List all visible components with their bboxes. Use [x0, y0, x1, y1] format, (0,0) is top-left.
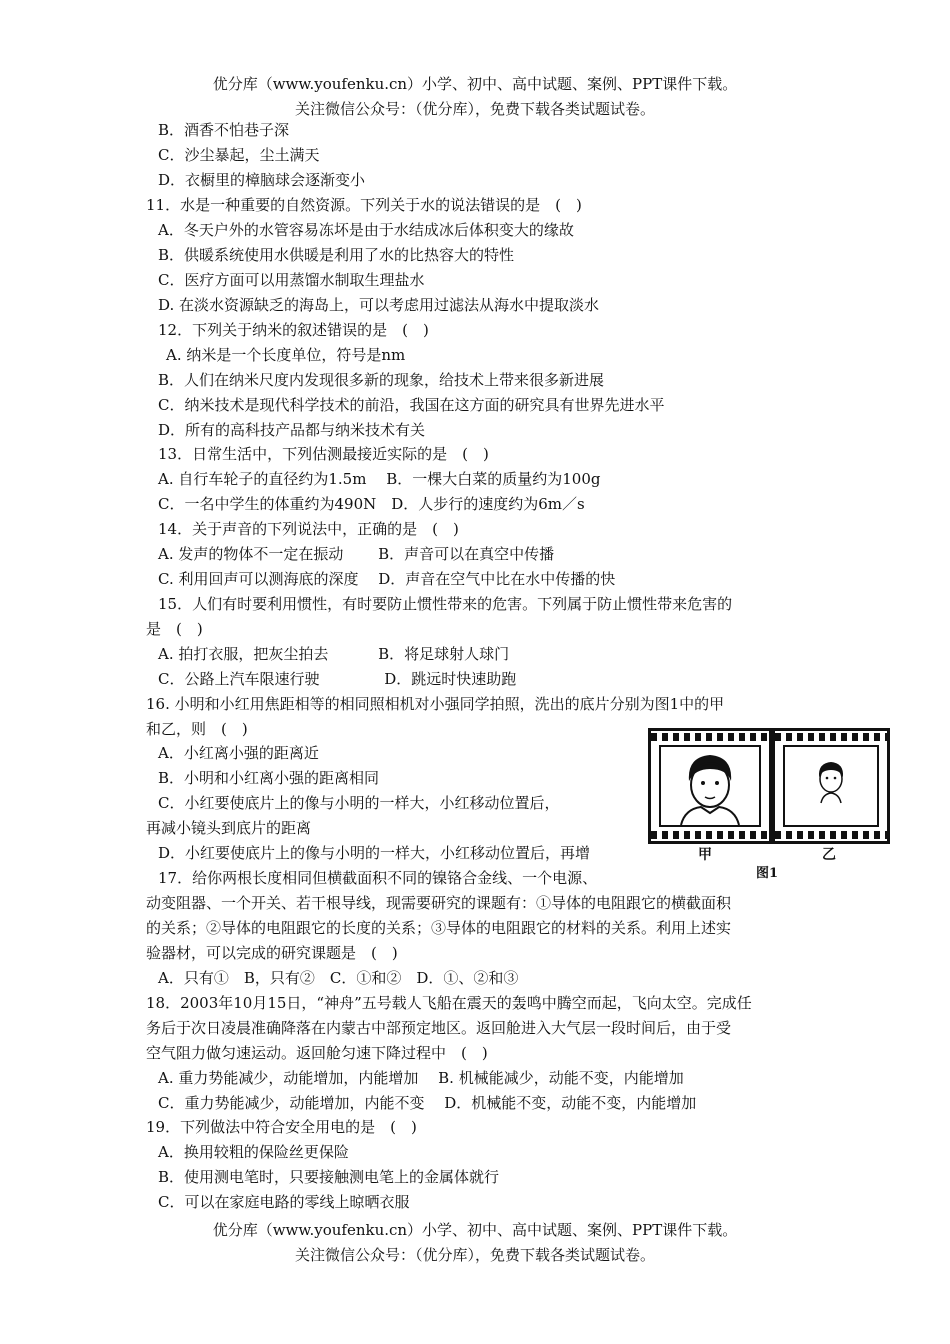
question-11: 11．水是一种重要的自然资源。下列关于水的说法错误的是 ( )	[146, 196, 582, 214]
text-line: C．可以在家庭电路的零线上晾晒衣服	[158, 1193, 410, 1211]
text-line: B．使用测电笔时，只要接触测电笔上的金属体就行	[158, 1168, 500, 1186]
text-line: A．冬天户外的水管容易冻坏是由于水结成冰后体积变大的缘故	[158, 221, 574, 239]
text-line: 再减小镜头到底片的距离	[146, 819, 312, 837]
text-line: C．纳米技术是现代科学技术的前沿，我国在这方面的研究具有世界先进水平	[158, 396, 665, 414]
text-line: C．沙尘暴起，尘土满天	[158, 146, 320, 164]
text-line: D．所有的高科技产品都与纳米技术有关	[158, 421, 426, 439]
text-line: A. 发声的物体不一定在振动 B．声音可以在真空中传播	[158, 545, 555, 563]
question-15: 15．人们有时要利用惯性，有时要防止惯性带来的危害。下列属于防止惯性带来危害的	[158, 595, 733, 613]
text-line: 空气阻力做匀速运动。返回舱匀速下降过程中 ( )	[146, 1044, 488, 1062]
question-19: 19．下列做法中符合安全用电的是 ( )	[146, 1118, 417, 1136]
text-line: B．小明和小红离小强的距离相同	[158, 769, 380, 787]
text-line: 动变阻器、一个开关、若干根导线，现需要研究的课题有：①导体的电阻跟它的横截面积	[146, 894, 732, 912]
text-line: B．酒香不怕巷子深	[158, 121, 290, 139]
header-line-2: 关注微信公众号：（优分库），免费下载各类试题试卷。	[294, 100, 655, 118]
footer-line-1: 优分库（www.youfenku.cn）小学、初中、高中试题、案例、PPT课件下载。	[212, 1221, 738, 1239]
text-line: 是 ( )	[146, 620, 203, 638]
boy-portrait-large-icon	[661, 747, 759, 825]
text-line: 的关系；②导体的电阻跟它的长度的关系；③导体的电阻跟它的材料的关系。利用上述实	[146, 919, 732, 937]
figure-1-film-negatives	[648, 722, 888, 881]
text-line: C．一名中学生的体重约为490N D．人步行的速度约为6m／s	[158, 495, 585, 513]
boy-portrait-small-icon	[785, 747, 877, 825]
text-line: B．人们在纳米尺度内发现很多新的现象，给技术上带来很多新进展	[158, 371, 605, 389]
text-line: C. 利用回声可以测海底的深度 D．声音在空气中比在水中传播的快	[158, 570, 616, 588]
text-line: C．小红要使底片上的像与小明的一样大，小红移动位置后，	[158, 794, 560, 812]
film-negative-jia	[648, 728, 772, 844]
question-13: 13．日常生活中，下列估测最接近实际的是 ( )	[158, 445, 489, 463]
film-sprocket-holes	[651, 831, 769, 839]
text-line: A．小红离小强的距离近	[158, 744, 319, 762]
header-line-1: 优分库（www.youfenku.cn）小学、初中、高中试题、案例、PPT课件下载。	[212, 75, 738, 93]
question-17: 17．给你两根长度相同但横截面积不同的镍铬合金线、一个电源、	[158, 869, 598, 887]
text-line: A. 纳米是一个长度单位，符号是nm	[166, 346, 406, 364]
question-14: 14．关于声音的下列说法中，正确的是 ( )	[158, 520, 459, 538]
text-line: 验器材，可以完成的研究课题是 ( )	[146, 944, 398, 962]
question-16: 16. 小明和小红用焦距相等的相同照相机对小强同学拍照，洗出的底片分别为图1中的甲	[146, 695, 725, 713]
film-sprocket-holes	[775, 733, 887, 741]
text-line: B．供暖系统使用水供暖是利用了水的比热容大的特性	[158, 246, 515, 264]
text-line: D．小红要使底片上的像与小明的一样大，小红移动位置后，再增	[158, 844, 591, 862]
text-line: C．医疗方面可以用蒸馏水制取生理盐水	[158, 271, 425, 289]
caption-figure-1: 图1	[756, 866, 779, 881]
caption-jia: 甲	[698, 847, 712, 863]
caption-yi: 乙	[822, 847, 836, 863]
text-line: 和乙，则 ( )	[146, 720, 248, 738]
text-line: A．只有① B，只有② C．①和② D．①、②和③	[158, 969, 519, 987]
text-line: D．衣橱里的樟脑球会逐渐变小	[158, 171, 366, 189]
text-line: A. 自行车轮子的直径约为1.5m B．一棵大白菜的质量约为100g	[158, 470, 601, 488]
portrait-small-frame	[783, 745, 879, 827]
question-12: 12．下列关于纳米的叙述错误的是 ( )	[158, 321, 429, 339]
footer-line-2: 关注微信公众号：（优分库），免费下载各类试题试卷。	[294, 1246, 655, 1264]
portrait-large-frame	[659, 745, 761, 827]
text-line: A. 重力势能减少，动能增加，内能增加 B. 机械能减少，动能不变，内能增加	[158, 1069, 684, 1087]
text-line: C．重力势能减少，动能增加，内能不变 D．机械能不变，动能不变，内能增加	[158, 1094, 697, 1112]
film-sprocket-holes	[651, 733, 769, 741]
text-line: A. 拍打衣服，把灰尘拍去 B．将足球射人球门	[158, 645, 510, 663]
film-sprocket-holes	[775, 831, 887, 839]
text-line: D. 在淡水资源缺乏的海岛上，可以考虑用过滤法从海水中提取淡水	[158, 296, 600, 314]
text-line: C．公路上汽车限速行驶 D．跳远时快速助跑	[158, 670, 517, 688]
film-negative-yi	[772, 728, 890, 844]
text-line: 务后于次日凌晨准确降落在内蒙古中部预定地区。返回舱进入大气层一段时间后，由于受	[146, 1019, 732, 1037]
question-18: 18．2003年10月15日，“神舟”五号载人飞船在震天的轰鸣中腾空而起，飞向太空。完成任	[146, 994, 752, 1012]
text-line: A．换用较粗的保险丝更保险	[158, 1143, 349, 1161]
